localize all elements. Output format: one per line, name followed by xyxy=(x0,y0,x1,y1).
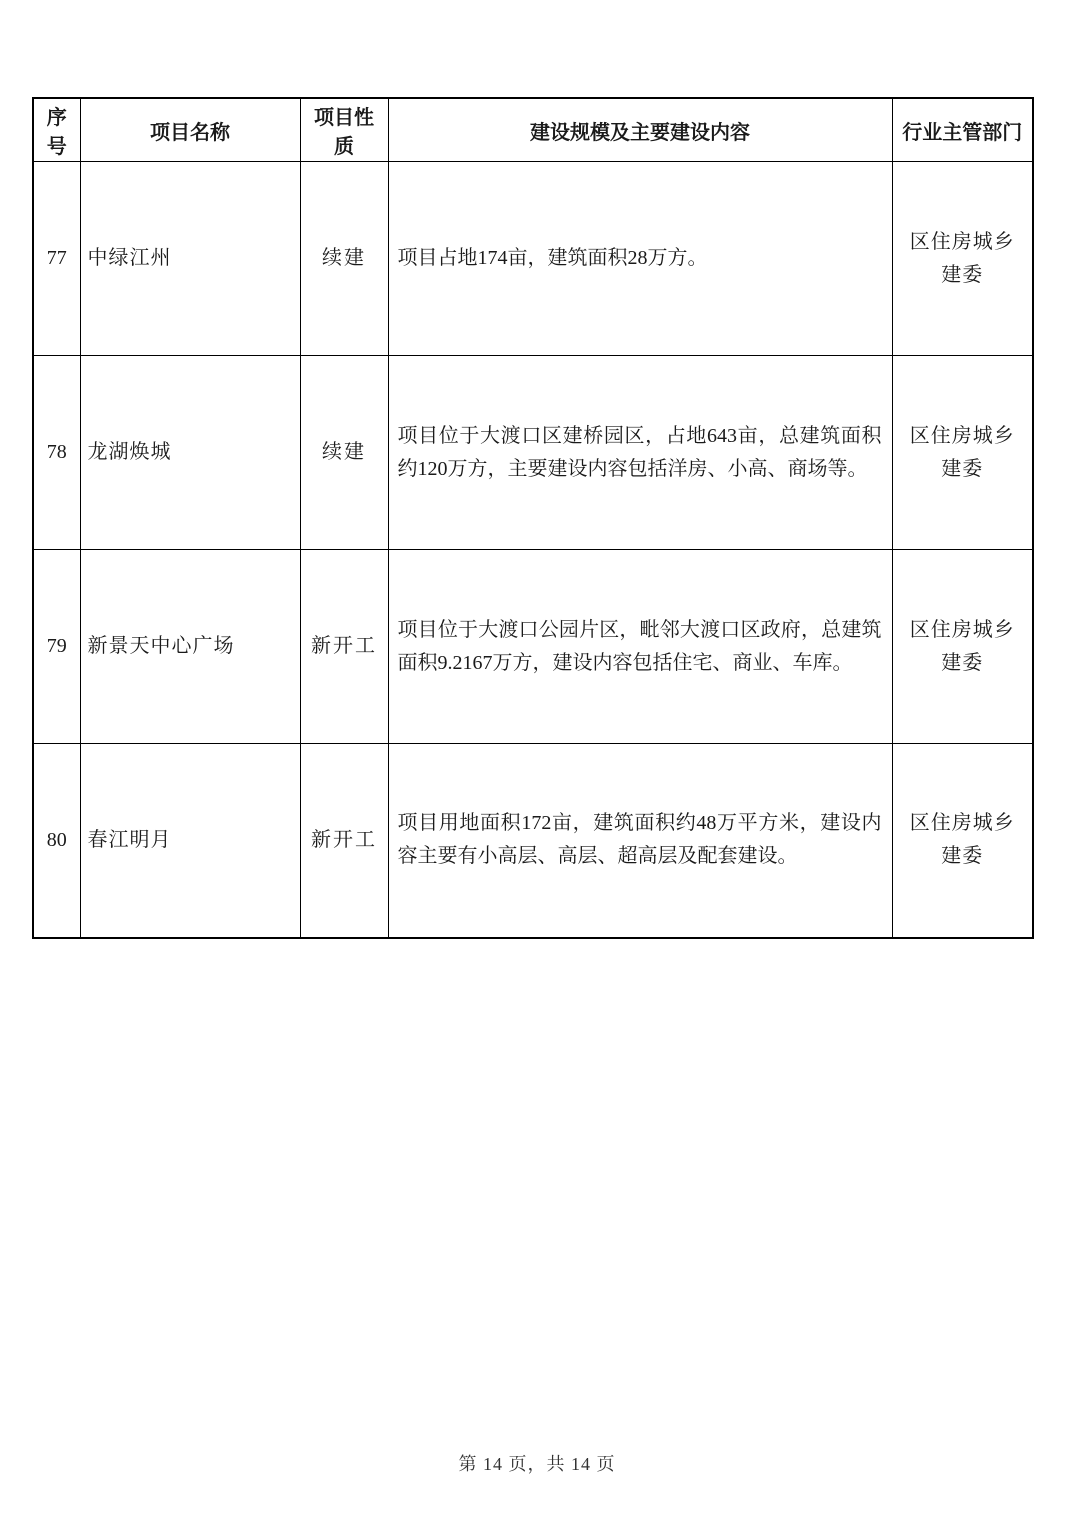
page-number: 第 14 页，共 14 页 xyxy=(458,1454,616,1474)
table-row xyxy=(33,162,1033,356)
cell-serial-number: 77 xyxy=(33,162,80,356)
table-row xyxy=(33,356,1033,550)
cell-supervisory-department: 区住房城乡建委 xyxy=(892,744,1033,938)
cell-serial-number: 79 xyxy=(33,550,80,744)
cell-construction-content: 项目位于大渡口公园片区，毗邻大渡口区政府，总建筑面积9.2167万方，建设内容包括住宅、商业、车库。 xyxy=(388,550,892,744)
cell-serial-number: 78 xyxy=(33,356,80,550)
header-project-name: 项目名称 xyxy=(80,98,300,162)
projects-table xyxy=(32,97,1034,939)
cell-project-name: 春江明月 xyxy=(80,744,300,938)
table-header-row xyxy=(33,98,1033,162)
cell-project-nature: 续建 xyxy=(300,162,388,356)
cell-supervisory-department: 区住房城乡建委 xyxy=(892,550,1033,744)
table-row xyxy=(33,744,1033,938)
cell-construction-content: 项目位于大渡口区建桥园区，占地643亩，总建筑面积约120万方，主要建设内容包括洋房、小高、商场等。 xyxy=(388,356,892,550)
header-construction-content: 建设规模及主要建设内容 xyxy=(388,98,892,162)
table-row xyxy=(33,550,1033,744)
cell-project-name: 龙湖焕城 xyxy=(80,356,300,550)
header-supervisory-department: 行业主管部门 xyxy=(892,98,1033,162)
cell-supervisory-department: 区住房城乡建委 xyxy=(892,356,1033,550)
cell-project-nature: 续建 xyxy=(300,356,388,550)
cell-project-name: 新景天中心广场 xyxy=(80,550,300,744)
cell-project-name: 中绿江州 xyxy=(80,162,300,356)
header-serial-number: 序号 xyxy=(33,98,80,162)
cell-project-nature: 新开工 xyxy=(300,550,388,744)
cell-project-nature: 新开工 xyxy=(300,744,388,938)
cell-construction-content: 项目用地面积172亩，建筑面积约48万平方米，建设内容主要有小高层、高层、超高层及配套建设。 xyxy=(388,744,892,938)
cell-construction-content: 项目占地174亩，建筑面积28万方。 xyxy=(388,162,892,356)
cell-serial-number: 80 xyxy=(33,744,80,938)
cell-supervisory-department: 区住房城乡建委 xyxy=(892,162,1033,356)
header-project-nature: 项目性质 xyxy=(300,98,388,162)
